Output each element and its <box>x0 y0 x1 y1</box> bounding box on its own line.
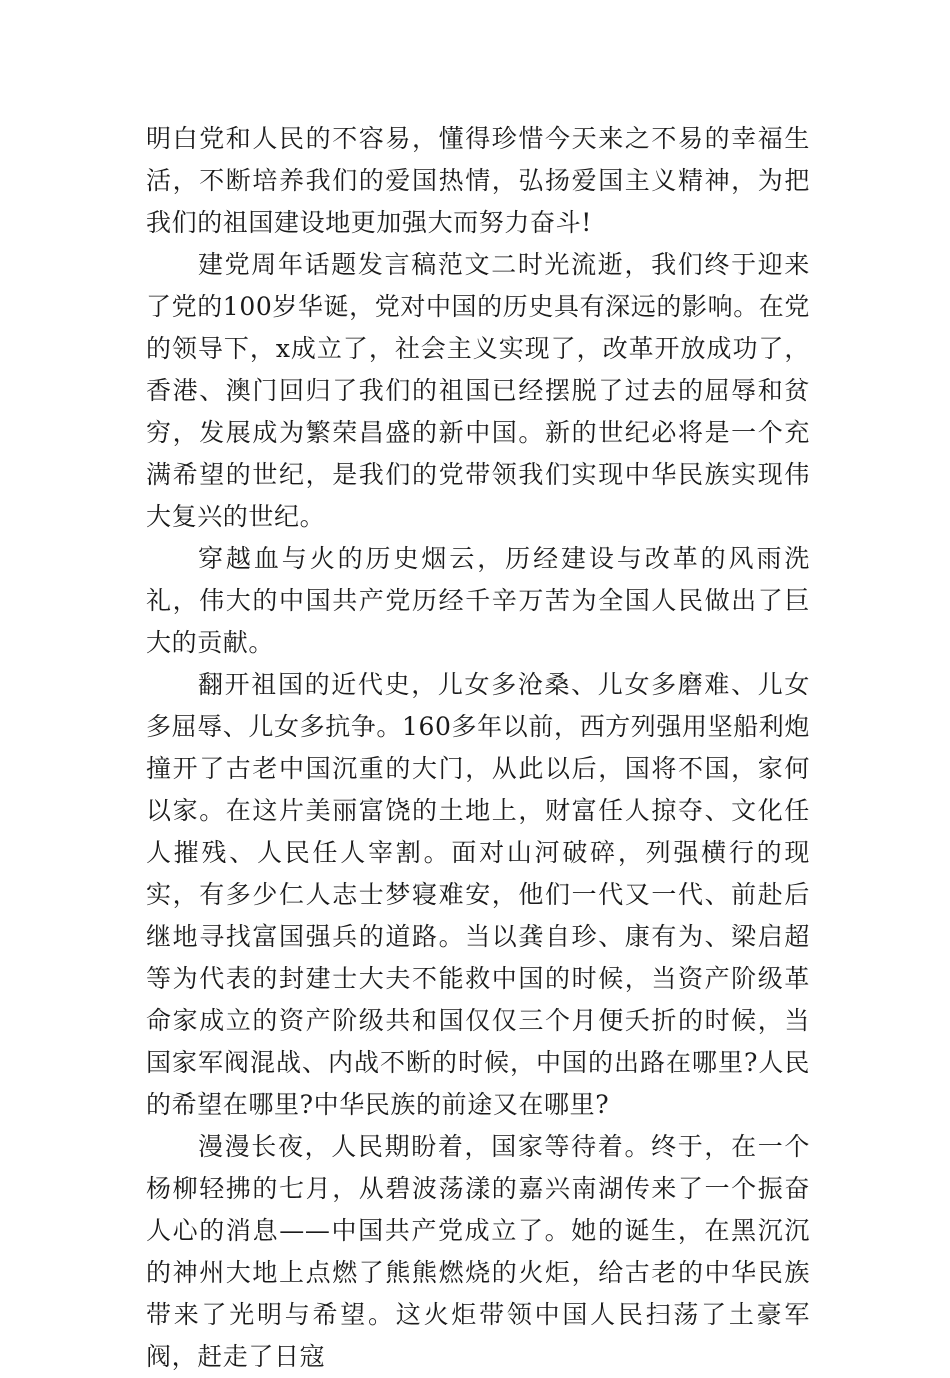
paragraph-3: 穿越血与火的历史烟云，历经建设与改革的风雨洗礼，伟大的中国共产党历经千辛万苦为全国人民做出了巨大的贡献。 <box>146 544 810 657</box>
paragraph-1: 明白党和人民的不容易，懂得珍惜今天来之不易的幸福生活，不断培养我们的爱国热情，弘扬爱国主义精神，为把我们的祖国建设地更加强大而努力奋斗! <box>146 124 810 237</box>
paragraph-2: 建党周年话题发言稿范文二时光流逝，我们终于迎来了党的100岁华诞，党对中国的历史具有深远的影响。在党的领导下，x成立了，社会主义实现了，改革开放成功了，香港、澳门回归了我们的祖国已经摆脱了过去的屈辱和贫穷，发展成为繁荣昌盛的新中国。新的世纪必将是一个充满希望的世纪，是我们的党带领我们实现中华民族实现伟大复兴的世纪。 <box>146 250 810 531</box>
document-body <box>146 118 810 1378</box>
paragraph-4: 翻开祖国的近代史，儿女多沧桑、儿女多磨难、儿女多屈辱、儿女多抗争。160多年以前，西方列强用坚船利炮撞开了古老中国沉重的大门，从此以后，国将不国，家何以家。在这片美丽富饶的土地上，财富任人掠夺、文化任人摧残、人民任人宰割。面对山河破碎，列强横行的现实，有多少仁人志士梦寝难安，他们一代又一代、前赴后继地寻找富国强兵的道路。当以龚自珍、康有为、梁启超等为代表的封建士大夫不能救中国的时候，当资产阶级革命家成立的资产阶级共和国仅仅三个月便夭折的时候，当国家军阀混战、内战不断的时候，中国的出路在哪里?人民的希望在哪里?中华民族的前途又在哪里? <box>146 670 810 1119</box>
paragraph-5: 漫漫长夜，人民期盼着，国家等待着。终于，在一个杨柳轻拂的七月，从碧波荡漾的嘉兴南湖传来了一个振奋人心的消息——中国共产党成立了。她的诞生，在黑沉沉的神州大地上点燃了熊熊燃烧的火炬，给古老的中华民族带来了光明与希望。这火炬带领中国人民扫荡了土豪军阀，赶走了日寇 <box>146 1132 810 1371</box>
